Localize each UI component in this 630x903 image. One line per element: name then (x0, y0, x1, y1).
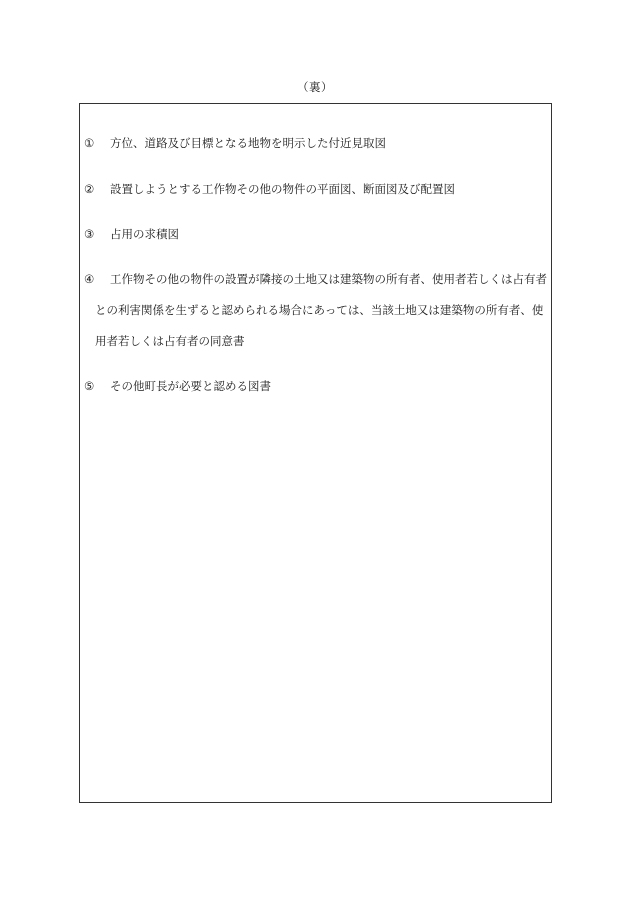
item-text: 設置しようとする工作物その他の物件の平面図、断面図及び配置図 (110, 182, 455, 196)
list-item-4-line-3: 用者若しくは占有者の同意書 (95, 334, 245, 348)
list-item-2 (84, 181, 548, 197)
item-number: ⑤ (84, 379, 95, 393)
item-number: ① (84, 136, 95, 150)
list-item-5 (84, 378, 548, 394)
list-item-1 (84, 135, 548, 151)
item-text: 占用の求積図 (110, 227, 179, 241)
item-text: 方位、道路及び目標となる地物を明示した付近見取図 (110, 136, 386, 150)
item-text: 工作物その他の物件の設置が隣接の土地又は建築物の所有者、使用者若しくは占有者 (110, 272, 547, 286)
list-item-3 (84, 226, 548, 242)
item-number: ③ (84, 227, 95, 241)
item-number: ④ (84, 272, 95, 286)
page-title: （裏） (297, 80, 333, 94)
document-frame (79, 103, 552, 803)
item-text: その他町長が必要と認める図書 (110, 379, 271, 393)
item-number: ② (84, 182, 95, 196)
list-item-4-line-2: との利害関係を生ずると認められる場合にあっては、当該土地又は建築物の所有者、使 (95, 303, 544, 317)
list-item-4 (84, 271, 548, 287)
